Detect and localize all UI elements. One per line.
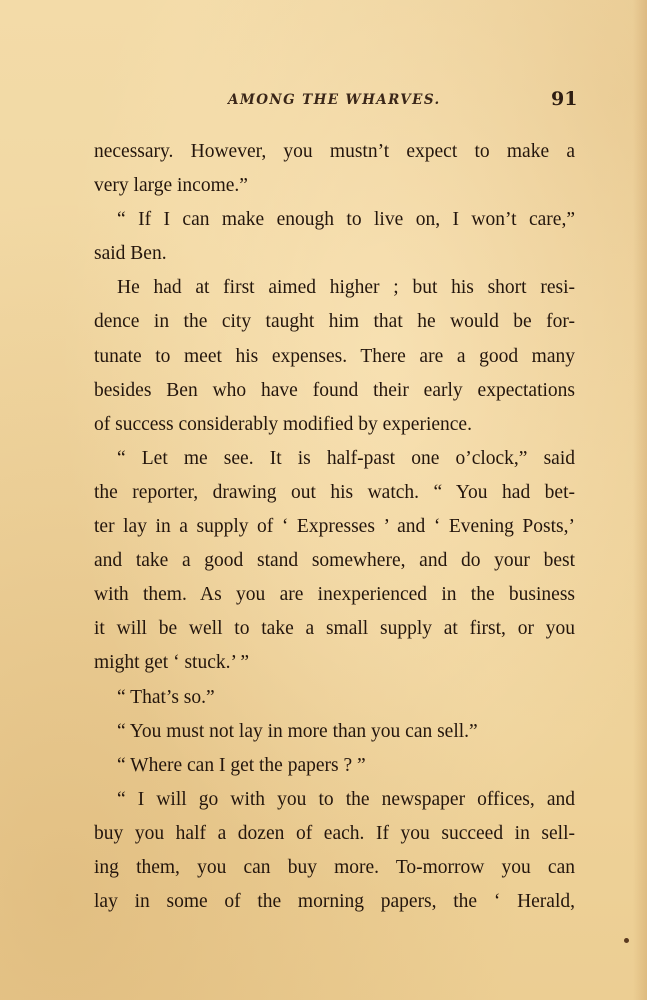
text-line: “ Let me see. It is half-past one o’clock,” said — [117, 447, 575, 469]
ink-spot — [624, 938, 629, 943]
text-line: “ If I can make enough to live on, I won’t care,” — [117, 209, 575, 231]
text-line: with them. As you are inexperienced in the business — [94, 584, 575, 606]
running-head — [0, 88, 647, 112]
text-line: and take a good stand somewhere, and do your best — [94, 550, 575, 572]
text-line: He had at first aimed higher ; but his short resi- — [117, 277, 575, 299]
page-number: 91 — [551, 88, 578, 110]
text-line: tunate to meet his expenses. There are a good many — [94, 345, 575, 367]
running-title: AMONG THE WHARVES. — [228, 92, 441, 108]
text-line: said Ben. — [94, 243, 167, 265]
text-line: necessary. However, you mustn’t expect to make a — [94, 141, 575, 162]
text-line: ter lay in a supply of ‘ Expresses ’ and ‘ Evening Posts,’ — [94, 516, 575, 538]
text-line: “ You must not lay in more than you can sell.” — [117, 720, 478, 742]
text-line: buy you half a dozen of each. If you succeed in sell- — [94, 822, 575, 844]
text-line: “ I will go with you to the newspaper offices, and — [117, 788, 575, 810]
text-line: lay in some of the morning papers, the ‘ Herald, — [94, 891, 575, 913]
page-edge-shadow — [633, 0, 647, 1000]
text-line: it will be well to take a small supply at first, or you — [94, 618, 575, 640]
text-line: ing them, you can buy more. To-morrow you can — [94, 856, 575, 878]
text-line: of success considerably modified by experience. — [94, 413, 472, 435]
text-line: very large income.” — [94, 175, 248, 197]
text-line: “ That’s so.” — [117, 686, 215, 708]
text-line: “ Where can I get the papers ? ” — [117, 754, 366, 776]
text-line: dence in the city taught him that he would be for- — [94, 311, 575, 333]
text-line: might get ‘ stuck.’ ” — [94, 652, 250, 674]
body-text — [94, 135, 575, 919]
text-line: the reporter, drawing out his watch. “ You had bet- — [94, 481, 575, 503]
text-line: besides Ben who have found their early expectations — [94, 379, 575, 401]
